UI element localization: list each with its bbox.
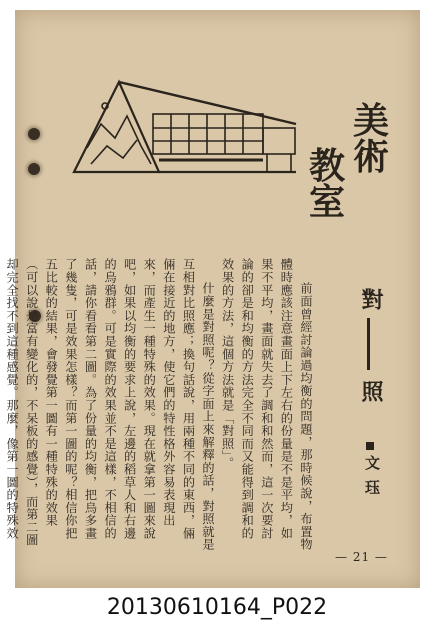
article-paragraph: 前面曾經討論過均衡的問題，那時候說，布置物體時應該注意畫面上下左右的份量是不是平均，如果不平均，畫面就失去了調和和然而，這一次要討論的卻是和均衡的方法完全不同而又能得到調和的效果的方法，這個方法就是「對照」。 [220, 258, 313, 552]
masthead-column-1 [353, 100, 390, 178]
building-illustration [71, 76, 316, 176]
binding-hole-top [28, 128, 40, 140]
article-title-top: 對 [358, 288, 384, 314]
masthead-column-2 [309, 145, 346, 223]
article-body [5, 258, 315, 552]
masthead-char: 美 [353, 100, 390, 142]
article-title-bottom: 照 [358, 380, 384, 402]
masthead-char: 室 [309, 181, 346, 223]
page-number: — 21 — [335, 550, 388, 564]
article-paragraph: 什麼是對照呢？從字面上來解釋的話，對照就是互相對比照應；換句話說，用兩種不同的東西，倆倆在接近的地方，使它們的特性格外容易表現出來，而產生一種特殊的效果。現在就拿第一圖來說吧，如果以均衡的要求上說，左邊的稻草人和右邊的烏鴉群。可是實際的效果並不是這樣，不相信的話，請你看看第二圖。為了份量的均衡，把烏多畫了幾隻，可是效果怎樣？而第一圖的呢？相信你把五比較的結果，會發覺第一圖有一種特殊的效果（可以說是富有變化的，不呆板的感覺），而第二圖却完全找不到這種感覺。那麼，像第一圖的特殊效 [5, 258, 216, 552]
article-author: 文 珏 [363, 455, 381, 497]
magazine-page [5, 10, 420, 588]
archive-id-caption: 20130610164_P022 [106, 595, 328, 620]
title-divider [367, 318, 370, 370]
byline-marker [366, 442, 374, 450]
masthead-char: 教 [309, 145, 346, 187]
binding-hole-middle [28, 163, 40, 175]
masthead-char: 術 [353, 136, 390, 178]
